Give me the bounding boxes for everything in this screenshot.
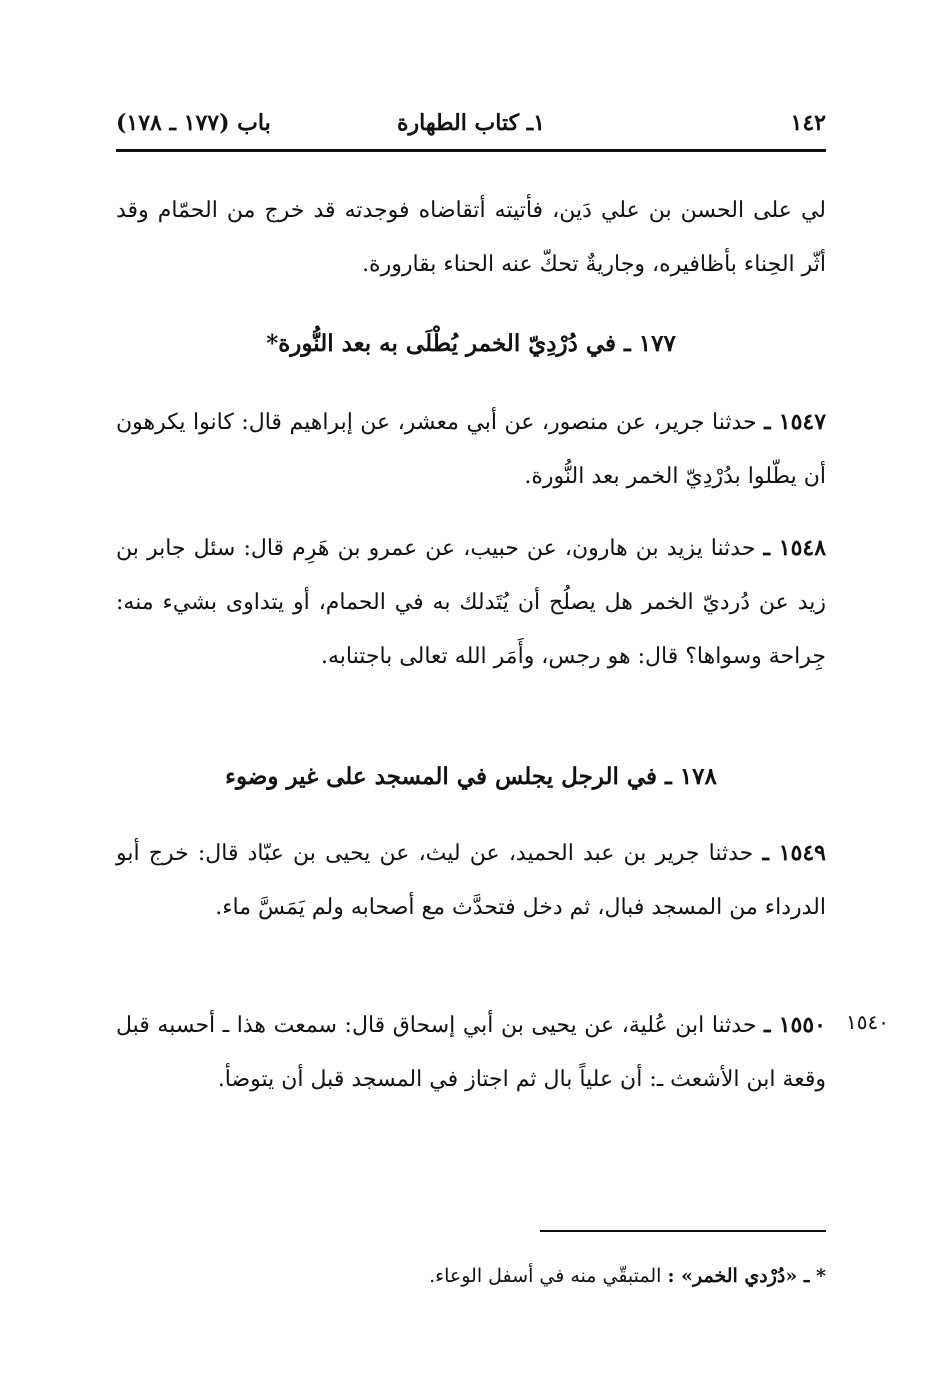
hadith-text: حدثنا جرير بن عبد الحميد، عن ليث، عن يحيى بن عبّاد قال: خرج أبو الدرداء من المسجد فبال، ثم دخل فتحدَّث مع أصحابه ولم يَمَسَّ ماء. [116,841,826,920]
hadith-number: ١٥٤٨ ـ [763,535,827,561]
chapter-range: باب (١٧٧ ـ ١٧٨) [116,110,271,136]
hadith-1547 [116,395,826,504]
footnote [116,1256,826,1296]
section-177-title: ١٧٧ ـ في دُرْدِيّ الخمر يُطْلَى به بعد النُّورة* [266,330,676,357]
hadith-text: حدثنا ابن عُلية، عن يحيى بن أبي إسحاق قال: سمعت هذا ـ أحسبه قبل وقعة ابن الأشعث ـ: أن علياً بال ثم اجتاز في المسجد قبل أن يتوضأ. [116,1013,826,1092]
hadith-number: ١٥٤٩ ـ [762,840,826,866]
book-title: ١ـ كتاب الطهارة [397,110,545,136]
page-number: ١٤٢ [790,110,826,136]
section-178-title: ١٧٨ ـ في الرجل يجلس في المسجد على غير وضوء [225,763,717,790]
margin-reference-number: ١٥٤٠ [846,1010,889,1034]
footnote-marker: * ـ «دُرْدي الخمر» : [667,1265,826,1287]
hadith-number: ١٥٥٠ ـ [764,1012,826,1038]
hadith-1550 [116,998,826,1107]
intro-paragraph: لي على الحسن بن علي دَين، فأتيته أتقاضاه فوجدته قد خرج من الحمّام وقد أثّر الحِناء بأظافيره، وجاريةٌ تحكّ عنه الحناء بقارورة. [116,198,826,277]
hadith-1548 [116,521,826,684]
hadith-number: ١٥٤٧ ـ [764,409,827,435]
footnote-text: المتبقّي منه في أسفل الوعاء. [429,1265,662,1287]
footnote-rule [540,1230,826,1232]
hadith-1549 [116,826,826,935]
header-rule [116,149,826,152]
hadith-text: حدثنا يزيد بن هارون، عن حبيب، عن عمرو بن هَرِم قال: سئل جابر بن زيد عن دُرديّ الخمر هل يصلُح أن يُتَدلك به في الحمام، أو يتداوى بشيء منه: جِراحة وسواها؟ قال: هو رجس، وأَمَر الله تعالى باجتنابه. [116,536,826,669]
page-header [116,106,826,146]
hadith-text: حدثنا جرير، عن منصور، عن أبي معشر، عن إبراهيم قال: كانوا يكرهون أن يطّلوا بدُرْدِيّ الخمر بعد النُّورة. [116,410,826,489]
